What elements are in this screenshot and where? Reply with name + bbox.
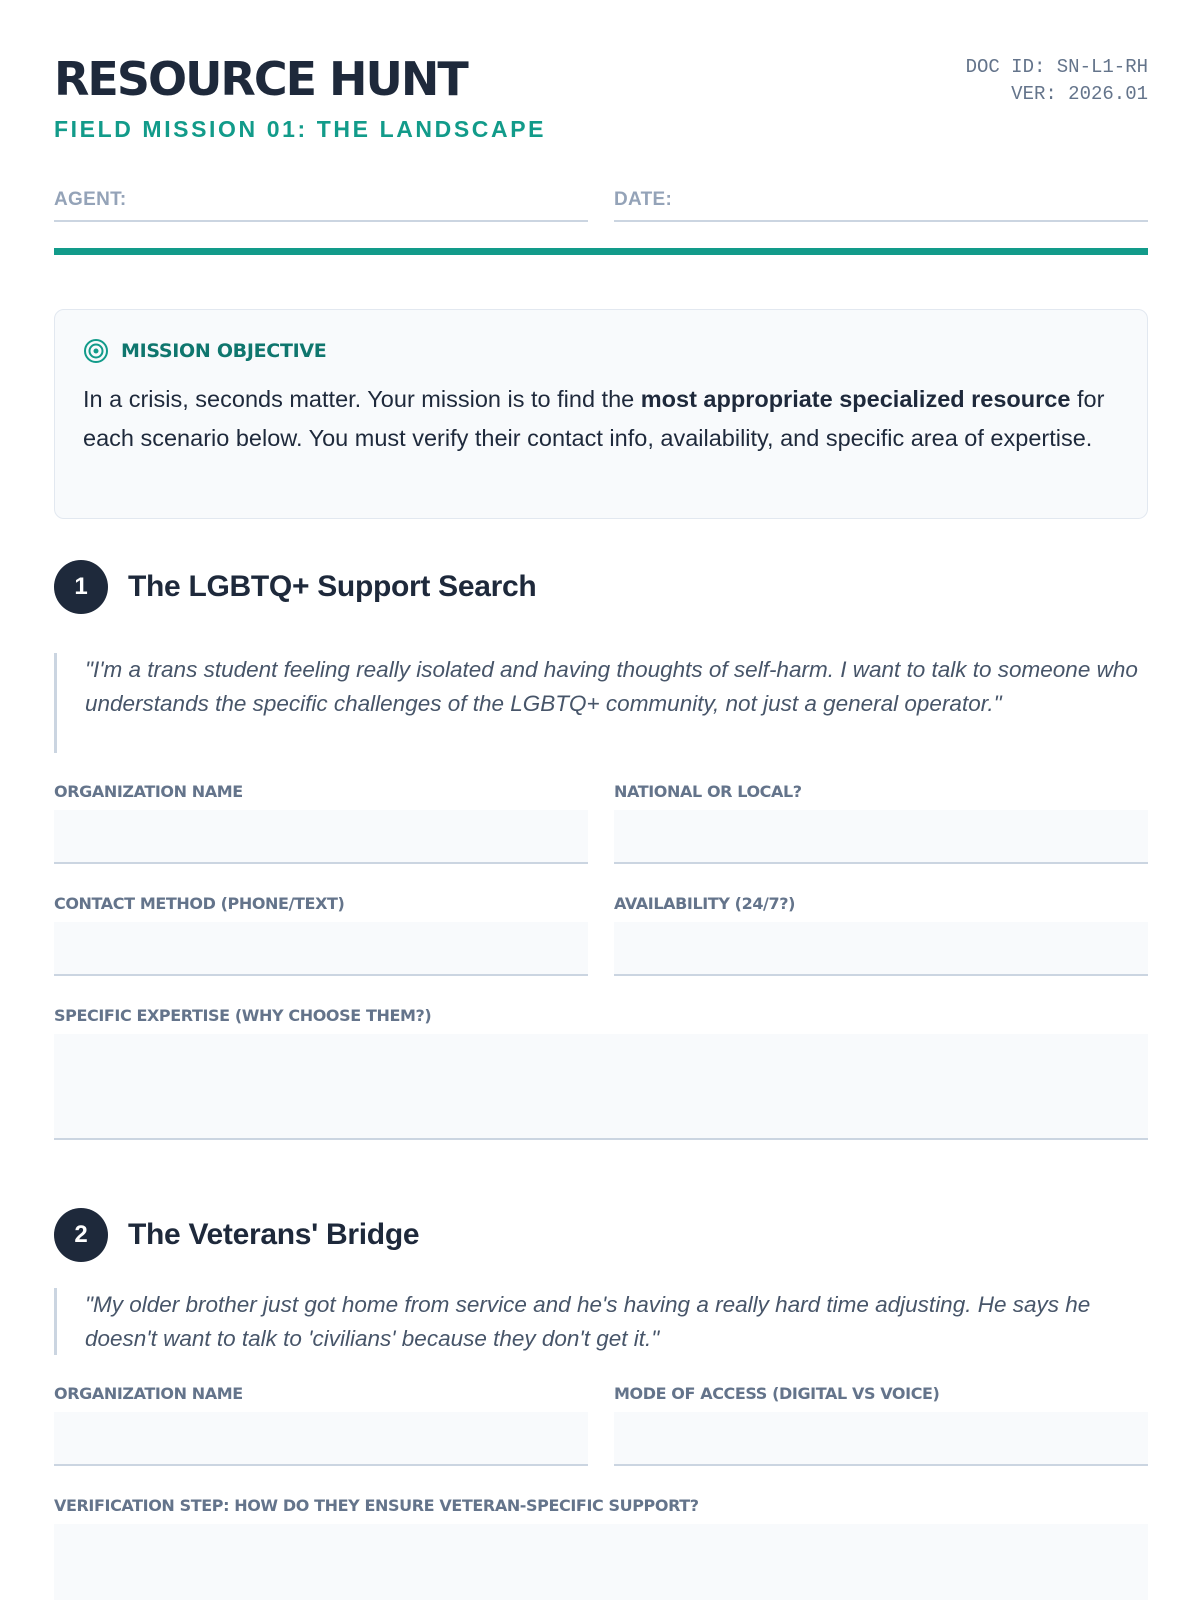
objective-text-emphasis: most appropriate specialized resource: [640, 386, 1071, 412]
objective-heading: [83, 338, 326, 364]
organization-name-input[interactable]: [54, 1412, 588, 1466]
field-label: AVAILABILITY (24/7?): [614, 894, 796, 913]
organization-name-input[interactable]: [54, 810, 588, 864]
scenario-quote: "I'm a trans student feeling really isolated and having thoughts of self-harm. I want to talk to someone who understands the specific challenges of the LGBTQ+ community, not just a general operator.": [54, 653, 1148, 753]
mode-of-access-input[interactable]: [614, 1412, 1148, 1466]
field-label: NATIONAL OR LOCAL?: [614, 782, 802, 801]
section-title: The Veterans' Bridge: [128, 1218, 420, 1251]
target-icon: [83, 338, 109, 364]
date-field[interactable]: [614, 186, 1148, 222]
agent-field[interactable]: [54, 186, 588, 222]
availability-input[interactable]: [614, 922, 1148, 976]
doc-id: DOC ID: SN-L1-RH: [965, 56, 1148, 78]
field-label: CONTACT METHOD (PHONE/TEXT): [54, 894, 345, 913]
field-label: SPECIFIC EXPERTISE (WHY CHOOSE THEM?): [54, 1006, 432, 1025]
objective-title: MISSION OBJECTIVE: [121, 340, 327, 362]
agent-label: AGENT:: [54, 189, 127, 210]
contact-method-input[interactable]: [54, 922, 588, 976]
date-label: DATE:: [614, 189, 673, 210]
section-title: The LGBTQ+ Support Search: [128, 570, 537, 603]
page-subtitle: FIELD MISSION 01: THE LANDSCAPE: [54, 116, 547, 142]
objective-text-end: for each scenario below. You must verify their contact info, availability, and specific area of expertise.: [83, 386, 1105, 451]
field-label: ORGANIZATION NAME: [54, 1384, 243, 1403]
field-label: VERIFICATION STEP: HOW DO THEY ENSURE VETERAN-SPECIFIC SUPPORT?: [54, 1496, 699, 1515]
page-title: RESOURCE HUNT: [54, 52, 467, 106]
section-number-badge: 2: [54, 1208, 108, 1262]
scenario-quote: "My older brother just got home from service and he's having a really hard time adjusting. He says he doesn't want to talk to 'civilians' because they don't get it.": [54, 1288, 1148, 1355]
field-label: ORGANIZATION NAME: [54, 782, 243, 801]
agent-date-row: [54, 186, 1148, 222]
section-number-badge: 1: [54, 560, 108, 614]
doc-meta: [966, 54, 1148, 108]
field-label: MODE OF ACCESS (DIGITAL VS VOICE): [614, 1384, 940, 1403]
objective-text: [83, 380, 1123, 457]
doc-version: VER: 2026.01: [1011, 83, 1148, 105]
worksheet-page: [54, 0, 1148, 1515]
header-divider: [54, 248, 1148, 255]
header: [54, 0, 1148, 150]
specific-expertise-textarea[interactable]: [54, 1034, 1148, 1140]
mission-objective-box: [54, 309, 1148, 519]
national-or-local-input[interactable]: [614, 810, 1148, 864]
objective-text-start: In a crisis, seconds matter. Your mission is to find the: [83, 386, 641, 412]
section-2-heading: [54, 1208, 419, 1262]
verification-step-textarea[interactable]: [54, 1524, 1148, 1600]
section-1-heading: [54, 560, 536, 614]
